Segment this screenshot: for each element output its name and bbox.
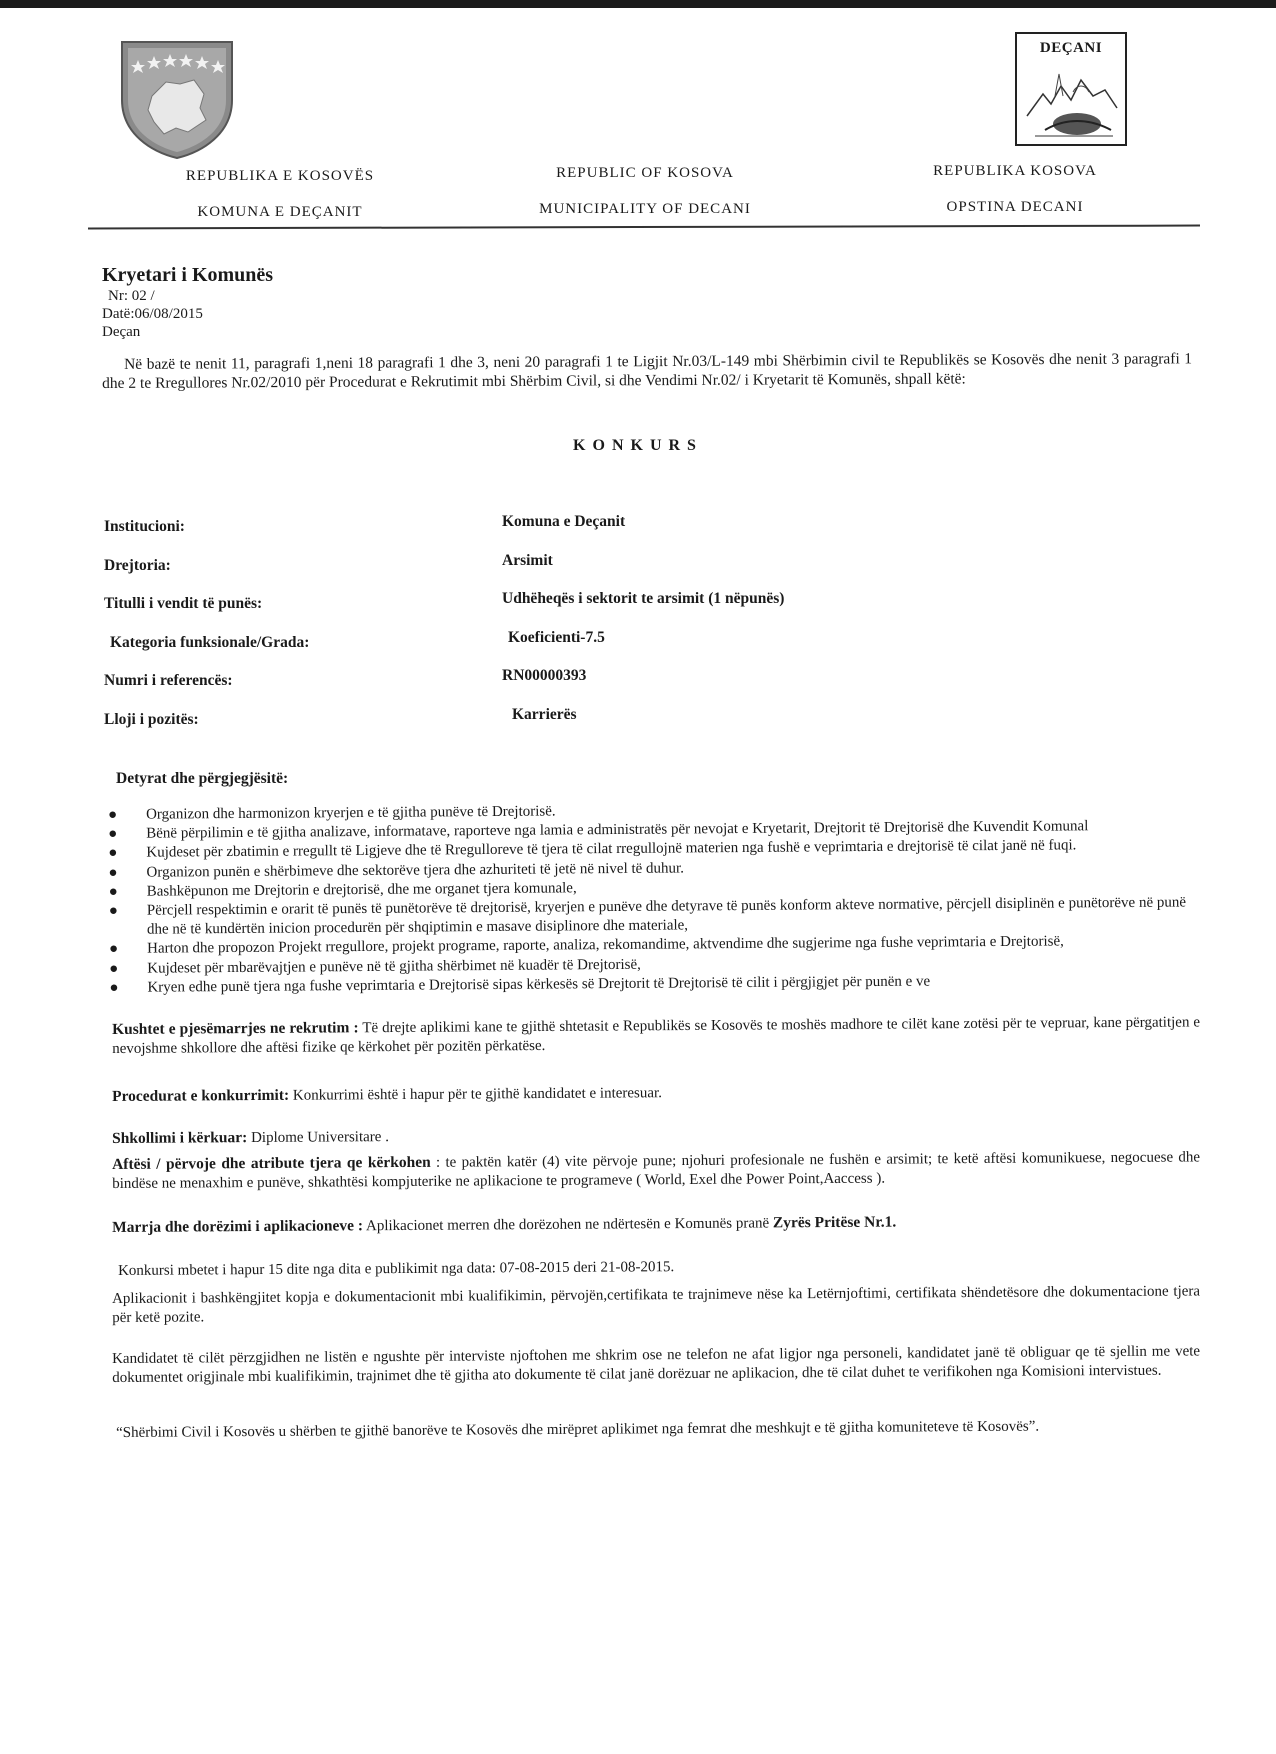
education-paragraph [112, 1121, 1200, 1149]
field-value: Arsimit [502, 551, 553, 569]
duty-text: Bashkëpunon me Drejtorin e drejtorisë, dhe me organet tjera komunale, [146, 880, 577, 900]
field-row [104, 513, 864, 557]
header-municipality-sr: OPSTINA DECANI [946, 199, 1084, 215]
field-row [104, 667, 864, 711]
bullet-icon: ● [108, 826, 118, 843]
conditions-paragraph [112, 1012, 1200, 1059]
duty-text: Përcjell respektimin e orarit të punës të punëtorëve të drejtorisë, kryerjen e punëve dhe detyrave të punës konform akteve normative, përcjell disiplinën e punëtorëve në punë dhe në të kundërtën inicion procedurën për shqiptimin e masave disiplinore dhe materiale, [146, 894, 1187, 938]
position-fields [104, 513, 864, 749]
procedures-text: Konkurrimi është i hapur për te gjithë kandidatet e interesuar. [289, 1085, 662, 1104]
intro-paragraph: Në bazë te nenit 11, paragrafi 1,neni 18 paragrafi 1 dhe 3, neni 20 paragrafi 1 te Ligjit Nr.03/L-149 mbi Shërbimin civil te Republikës se Kosovës dhe nenit 3 paragrafi 1 dhe 2 te Rregullores Nr.02/2010 për Procedurat e Rekrutimit mbi Shërbim Civil, si dhe Vendimi Nr.02/ i Kryetarit të Komunës, shpall këtë: [102, 350, 1193, 392]
education-text: Diplome Universitare . [247, 1129, 389, 1147]
bullet-icon: ● [108, 864, 118, 881]
attachments-paragraph: Aplikacionit i bashkëngjitet kopja e dokumentacionit mbi kualifikimin, përvojën,certifikata te trajnimeve nëse ka Letërnjoftimi, certifikata shëndetësore dhe dokumentacione tjera për ketë pozite. [112, 1283, 1201, 1326]
procedures-paragraph [112, 1079, 1200, 1107]
skills-text: : te paktën katër (4) vite përvoje pune; njohuri profesionale ne fushën e arsimit; te ketë aftësi komunikuese, negocuese dhe bindëse ne menaxhim e punëve, shkathtësi kompjuterike ne aplikacione te programeve ( World, Exel dhe Power Point,Aaccess ). [112, 1149, 1201, 1192]
decani-logo-text: DEÇANI [1039, 40, 1103, 56]
duties-heading: Detyrat dhe përgjegjësitë: [116, 770, 289, 787]
field-row [104, 590, 864, 634]
decani-landscape-icon [1025, 56, 1119, 140]
candidates-paragraph: Kandidatet të cilët përzgjidhen ne listën e ngushte për interviste njoftohen me shkrim ose ne telefon ne afat ligjor nga personeli, kandidatet janë të obliguar qe të sjellin me vete dokumentet origjinale mbi kualifikimin, trajnimet dhe të gjitha ato dokumente të cilat janë dorëzuar ne aplikacion, dhe të cilat duhet te verifikohen nga Komisioni intervistues. [112, 1343, 1201, 1386]
scan-edge [0, 0, 1276, 8]
header-republic-al: REPUBLIKA E KOSOVËS [185, 168, 375, 184]
document-place: Deçan [102, 324, 141, 340]
skills-paragraph [112, 1147, 1200, 1194]
submission-office: Zyrës Pritëse Nr.1. [772, 1213, 897, 1232]
field-value: Udhëheqës i sektorit te arsimit (1 nëpunës) [502, 590, 785, 607]
bullet-icon: ● [108, 845, 118, 862]
civil-service-quote: “Shërbimi Civil i Kosovës u shërben te gjithë banorëve te Kosovës dhe mirëpret aplikimet nga femrat dhe meshkujt e të gjitha komuniteteve të Kosovës”. [116, 1418, 1040, 1441]
deadline-paragraph: Konkursi mbetet i hapur 15 dite nga dita e publikimit nga data: 07-08-2015 deri 21-08-2015. [118, 1259, 675, 1279]
field-label: Numri i referencës: [104, 672, 233, 689]
skills-label: Aftësi / përvoje dhe atribute tjera qe kërkohen [112, 1153, 431, 1173]
conditions-text: Të drejte aplikimi kane te gjithë shtetasit e Republikës se Kosovës te moshës madhore te cilët kane zotësi për te vepruar, kane përgatitjen e nevojshme shkollore dhe aftësi fizike qe kërkohet për pozitën përkatëse. [112, 1014, 1201, 1057]
submission-text: Aplikacionet merren dhe dorëzohen ne ndërtesën e Komunës pranë [362, 1215, 773, 1235]
field-label: Kategoria funksionale/Grada: [110, 633, 310, 651]
bullet-icon: ● [109, 941, 119, 958]
field-label: Lloji i pozitës: [104, 710, 199, 728]
duty-text: Bënë përpilimin e të gjitha analizave, informatave, raporteve nga lamia e administratës për nevojat e Kryetarit, Drejtorit të Drejtorisë dhe Kuvendit Komunal [146, 818, 1089, 842]
field-label: Drejtoria: [104, 556, 171, 574]
conditions-label: Kushtet e pjesëmarrjes ne rekrutim : [112, 1019, 359, 1038]
field-value: Komuna e Deçanit [502, 513, 626, 530]
decani-logo [1015, 32, 1127, 146]
header-republic-sr: REPUBLIKA KOSOVA [933, 163, 1097, 179]
document-date: Datë:06/08/2015 [102, 306, 203, 322]
bullet-icon: ● [109, 960, 119, 977]
duty-text: Organizon dhe harmonizon kryerjen e të gjitha punëve të Drejtorisë. [146, 803, 556, 823]
procedures-label: Procedurat e konkurrimit: [112, 1086, 290, 1105]
duty-text: Kujdeset për zbatimin e rregullt të Ligjeve dhe të Rregulloreve të tjera të cilat rregullojnë materien nga fushë e veprimtaria e drejtorisë të cilat janë në fuqi. [146, 837, 1077, 862]
bullet-icon: ● [108, 883, 118, 900]
field-label: Titulli i vendit të punës: [104, 595, 263, 612]
duty-text: Harton dhe propozon Projekt rregullore, projekt programe, raporte, analiza, rekomandime, aktvendime dhe sugjerime nga fushe veprimtaria e Drejtorisë, [147, 933, 1064, 958]
document-number: Nr: 02 / [108, 288, 155, 304]
header-divider [88, 225, 1200, 230]
submission-paragraph [112, 1210, 1200, 1238]
duty-text: Kryen edhe punë tjera nga fushe veprimtaria e Drejtorisë sipas kërkesës së Drejtorit të Drejtorisë të cilit i përgjigjet për punën e ve [147, 973, 931, 996]
field-label: Institucioni: [104, 518, 185, 535]
issuer-title: Kryetari i Komunës [102, 264, 274, 286]
header-municipality-en: MUNICIPALITY OF DECANI [539, 201, 751, 217]
duty-text: Organizon punën e shërbimeve dhe sektorëve tjera dhe azhuriteti të jetë në nivel të duhur. [146, 860, 685, 881]
header-republic-en: REPUBLIC OF KOSOVA [556, 165, 734, 181]
duty-text: Kujdeset për mbarëvajtjen e punëve në të gjitha shërbimet në kuadër të Drejtorisë, [147, 956, 641, 977]
kosovo-emblem-icon [118, 38, 236, 160]
education-label: Shkollimi i kërkuar: [112, 1129, 248, 1147]
field-row [104, 628, 864, 673]
bullet-icon: ● [109, 979, 119, 996]
bullet-icon: ● [108, 806, 118, 823]
field-value: Koeficienti-7.5 [508, 628, 605, 646]
header-municipality-al: KOMUNA E DEÇANIT [197, 204, 363, 220]
document-meta [102, 263, 273, 341]
field-row [104, 705, 864, 750]
duties-list [104, 797, 1195, 998]
field-value: Karrierës [512, 705, 577, 723]
document-heading: KONKURS [573, 437, 703, 454]
bullet-icon: ● [108, 902, 118, 919]
submission-label: Marrja dhe dorëzimi i aplikacioneve : [112, 1217, 364, 1236]
field-value: RN00000393 [502, 667, 587, 684]
